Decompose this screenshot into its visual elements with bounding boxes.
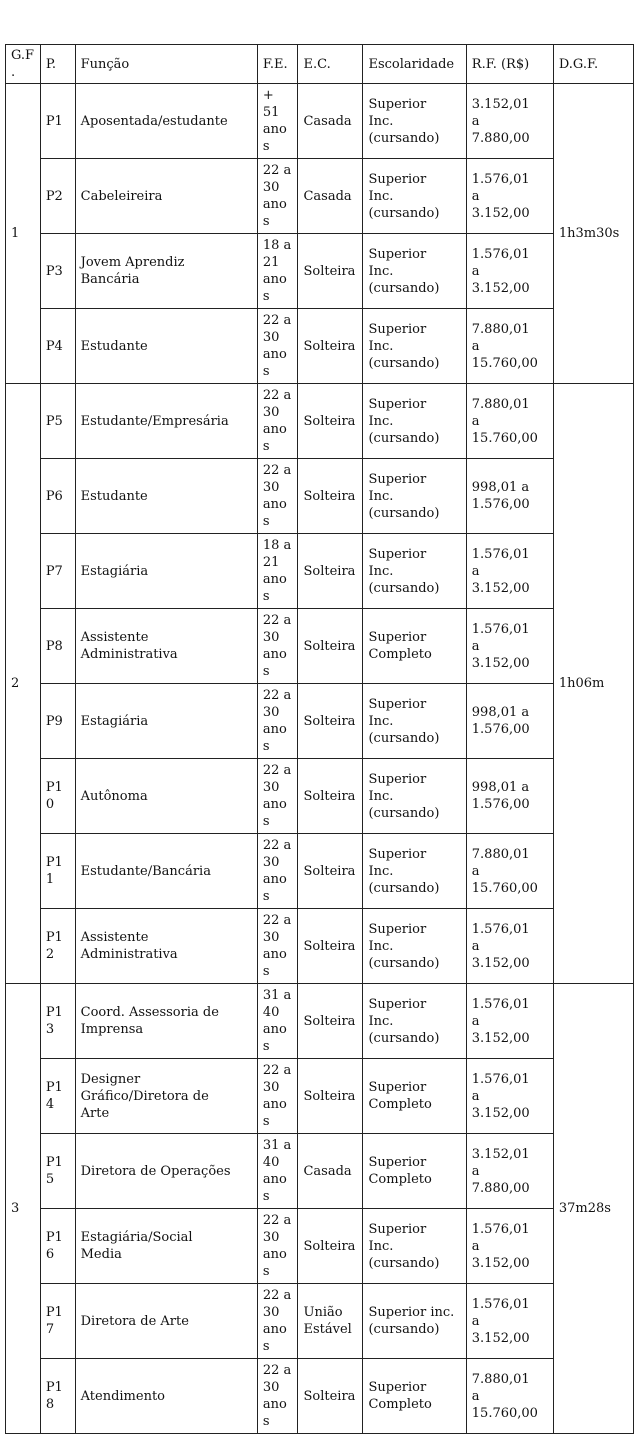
participant-cell: P8 xyxy=(40,609,75,684)
estado-civil-cell: Solteira xyxy=(298,1359,363,1434)
participant-cell: P12 xyxy=(40,909,75,984)
escolaridade-cell: Superior Inc. (cursando) xyxy=(363,984,466,1059)
renda-familiar-cell: 1.576,01 a 3.152,00 xyxy=(466,1284,553,1359)
escolaridade-cell: Superior Inc. (cursando) xyxy=(363,459,466,534)
header-row xyxy=(6,45,634,84)
funcao-cell: Aposentada/estudante xyxy=(75,84,257,159)
table-row xyxy=(6,984,634,1059)
renda-familiar-cell: 1.576,01 a 3.152,00 xyxy=(466,609,553,684)
renda-familiar-cell: 998,01 a 1.576,00 xyxy=(466,684,553,759)
estado-civil-cell: Solteira xyxy=(298,234,363,309)
table-row xyxy=(6,84,634,159)
table-row xyxy=(6,1059,634,1134)
estado-civil-cell: Solteira xyxy=(298,1059,363,1134)
faixa-etaria-cell: 22 a 30 anos xyxy=(257,159,298,234)
escolaridade-cell: Superior Inc. (cursando) xyxy=(363,234,466,309)
participant-cell: P2 xyxy=(40,159,75,234)
escolaridade-cell: Superior Inc. (cursando) xyxy=(363,684,466,759)
duration-cell: 37m28s xyxy=(553,984,633,1434)
faixa-etaria-cell: 31 a 40 anos xyxy=(257,984,298,1059)
escolaridade-cell: Superior Inc. (cursando) xyxy=(363,534,466,609)
header-dgf: D.G.F. xyxy=(553,45,633,84)
funcao-cell: Estagiária xyxy=(75,534,257,609)
renda-familiar-cell: 1.576,01 a 3.152,00 xyxy=(466,234,553,309)
participants-table xyxy=(5,44,634,1434)
renda-familiar-cell: 998,01 a 1.576,00 xyxy=(466,759,553,834)
participant-cell: P9 xyxy=(40,684,75,759)
funcao-cell: Estudante/Empresária xyxy=(75,384,257,459)
escolaridade-cell: Superior Inc. (cursando) xyxy=(363,1209,466,1284)
faixa-etaria-cell: 22 a 30 anos xyxy=(257,1209,298,1284)
escolaridade-cell: Superior Completo xyxy=(363,1059,466,1134)
estado-civil-cell: Solteira xyxy=(298,1209,363,1284)
group-cell: 1 xyxy=(6,84,41,384)
table-row xyxy=(6,384,634,459)
table-row xyxy=(6,1284,634,1359)
renda-familiar-cell: 1.576,01 a 3.152,00 xyxy=(466,984,553,1059)
funcao-cell: Assistente Administrativa xyxy=(75,909,257,984)
table-row xyxy=(6,684,634,759)
participant-cell: P6 xyxy=(40,459,75,534)
participant-cell: P4 xyxy=(40,309,75,384)
duration-cell: 1h3m30s xyxy=(553,84,633,384)
estado-civil-cell: Casada xyxy=(298,84,363,159)
faixa-etaria-cell: 22 a 30 anos xyxy=(257,759,298,834)
funcao-cell: Atendimento xyxy=(75,1359,257,1434)
escolaridade-cell: Superior Completo xyxy=(363,1359,466,1434)
renda-familiar-cell: 3.152,01 a 7.880,00 xyxy=(466,84,553,159)
header-ec: E.C. xyxy=(298,45,363,84)
header-funcao: Função xyxy=(75,45,257,84)
renda-familiar-cell: 7.880,01 a 15.760,00 xyxy=(466,1359,553,1434)
escolaridade-cell: Superior Inc. (cursando) xyxy=(363,159,466,234)
funcao-cell: Designer Gráfico/Diretora de Arte xyxy=(75,1059,257,1134)
estado-civil-cell: Solteira xyxy=(298,834,363,909)
renda-familiar-cell: 1.576,01 a 3.152,00 xyxy=(466,1209,553,1284)
estado-civil-cell: Solteira xyxy=(298,384,363,459)
participant-cell: P10 xyxy=(40,759,75,834)
escolaridade-cell: Superior inc. (cursando) xyxy=(363,1284,466,1359)
table-row xyxy=(6,309,634,384)
escolaridade-cell: Superior Inc. (cursando) xyxy=(363,309,466,384)
funcao-cell: Diretora de Arte xyxy=(75,1284,257,1359)
participant-cell: P16 xyxy=(40,1209,75,1284)
faixa-etaria-cell: + 51 anos xyxy=(257,84,298,159)
estado-civil-cell: Solteira xyxy=(298,309,363,384)
escolaridade-cell: Superior Inc. (cursando) xyxy=(363,384,466,459)
faixa-etaria-cell: 22 a 30 anos xyxy=(257,1359,298,1434)
faixa-etaria-cell: 22 a 30 anos xyxy=(257,1059,298,1134)
duration-cell: 1h06m xyxy=(553,384,633,984)
table-row xyxy=(6,159,634,234)
renda-familiar-cell: 1.576,01 a 3.152,00 xyxy=(466,1059,553,1134)
faixa-etaria-cell: 22 a 30 anos xyxy=(257,909,298,984)
table-row xyxy=(6,234,634,309)
funcao-cell: Cabeleireira xyxy=(75,159,257,234)
faixa-etaria-cell: 22 a 30 anos xyxy=(257,384,298,459)
participant-cell: P13 xyxy=(40,984,75,1059)
participant-cell: P7 xyxy=(40,534,75,609)
funcao-cell: Diretora de Operações xyxy=(75,1134,257,1209)
faixa-etaria-cell: 22 a 30 anos xyxy=(257,609,298,684)
table-row xyxy=(6,834,634,909)
table-body xyxy=(6,84,634,1434)
faixa-etaria-cell: 18 a 21 anos xyxy=(257,534,298,609)
renda-familiar-cell: 7.880,01 a 15.760,00 xyxy=(466,384,553,459)
funcao-cell: Estudante xyxy=(75,309,257,384)
funcao-cell: Jovem Aprendiz Bancária xyxy=(75,234,257,309)
funcao-cell: Estudante xyxy=(75,459,257,534)
table-row xyxy=(6,1359,634,1434)
funcao-cell: Coord. Assessoria de Imprensa xyxy=(75,984,257,1059)
participant-cell: P3 xyxy=(40,234,75,309)
participant-cell: P14 xyxy=(40,1059,75,1134)
estado-civil-cell: Solteira xyxy=(298,984,363,1059)
funcao-cell: Estagiária/Social Media xyxy=(75,1209,257,1284)
funcao-cell: Estagiária xyxy=(75,684,257,759)
escolaridade-cell: Superior Inc. (cursando) xyxy=(363,759,466,834)
table-row xyxy=(6,1209,634,1284)
estado-civil-cell: Casada xyxy=(298,159,363,234)
escolaridade-cell: Superior Inc. (cursando) xyxy=(363,84,466,159)
table-row xyxy=(6,609,634,684)
header-rf: R.F. (R$) xyxy=(466,45,553,84)
estado-civil-cell: Solteira xyxy=(298,534,363,609)
participant-cell: P18 xyxy=(40,1359,75,1434)
participant-cell: P15 xyxy=(40,1134,75,1209)
estado-civil-cell: Solteira xyxy=(298,459,363,534)
estado-civil-cell: Solteira xyxy=(298,759,363,834)
renda-familiar-cell: 1.576,01 a 3.152,00 xyxy=(466,909,553,984)
renda-familiar-cell: 7.880,01 a 15.760,00 xyxy=(466,309,553,384)
header-p: P. xyxy=(40,45,75,84)
faixa-etaria-cell: 31 a 40 anos xyxy=(257,1134,298,1209)
table-row xyxy=(6,1134,634,1209)
faixa-etaria-cell: 22 a 30 anos xyxy=(257,684,298,759)
participant-cell: P1 xyxy=(40,84,75,159)
faixa-etaria-cell: 22 a 30 anos xyxy=(257,1284,298,1359)
participant-cell: P17 xyxy=(40,1284,75,1359)
header-fe: F.E. xyxy=(257,45,298,84)
table-row xyxy=(6,534,634,609)
renda-familiar-cell: 1.576,01 a 3.152,00 xyxy=(466,534,553,609)
estado-civil-cell: Solteira xyxy=(298,609,363,684)
renda-familiar-cell: 998,01 a 1.576,00 xyxy=(466,459,553,534)
escolaridade-cell: Superior Inc. (cursando) xyxy=(363,909,466,984)
participant-cell: P5 xyxy=(40,384,75,459)
faixa-etaria-cell: 18 a 21 anos xyxy=(257,234,298,309)
estado-civil-cell: União Estável xyxy=(298,1284,363,1359)
header-gf: G.F. xyxy=(6,45,41,84)
table-row xyxy=(6,909,634,984)
renda-familiar-cell: 7.880,01 a 15.760,00 xyxy=(466,834,553,909)
estado-civil-cell: Solteira xyxy=(298,684,363,759)
table-row xyxy=(6,459,634,534)
funcao-cell: Assistente Administrativa xyxy=(75,609,257,684)
faixa-etaria-cell: 22 a 30 anos xyxy=(257,459,298,534)
faixa-etaria-cell: 22 a 30 anos xyxy=(257,309,298,384)
estado-civil-cell: Casada xyxy=(298,1134,363,1209)
table-row xyxy=(6,759,634,834)
faixa-etaria-cell: 22 a 30 anos xyxy=(257,834,298,909)
escolaridade-cell: Superior Completo xyxy=(363,1134,466,1209)
renda-familiar-cell: 3.152,01 a 7.880,00 xyxy=(466,1134,553,1209)
escolaridade-cell: Superior Inc. (cursando) xyxy=(363,834,466,909)
group-cell: 3 xyxy=(6,984,41,1434)
participant-cell: P11 xyxy=(40,834,75,909)
escolaridade-cell: Superior Completo xyxy=(363,609,466,684)
group-cell: 2 xyxy=(6,384,41,984)
funcao-cell: Autônoma xyxy=(75,759,257,834)
funcao-cell: Estudante/Bancária xyxy=(75,834,257,909)
estado-civil-cell: Solteira xyxy=(298,909,363,984)
header-escolaridade: Escolaridade xyxy=(363,45,466,84)
renda-familiar-cell: 1.576,01 a 3.152,00 xyxy=(466,159,553,234)
